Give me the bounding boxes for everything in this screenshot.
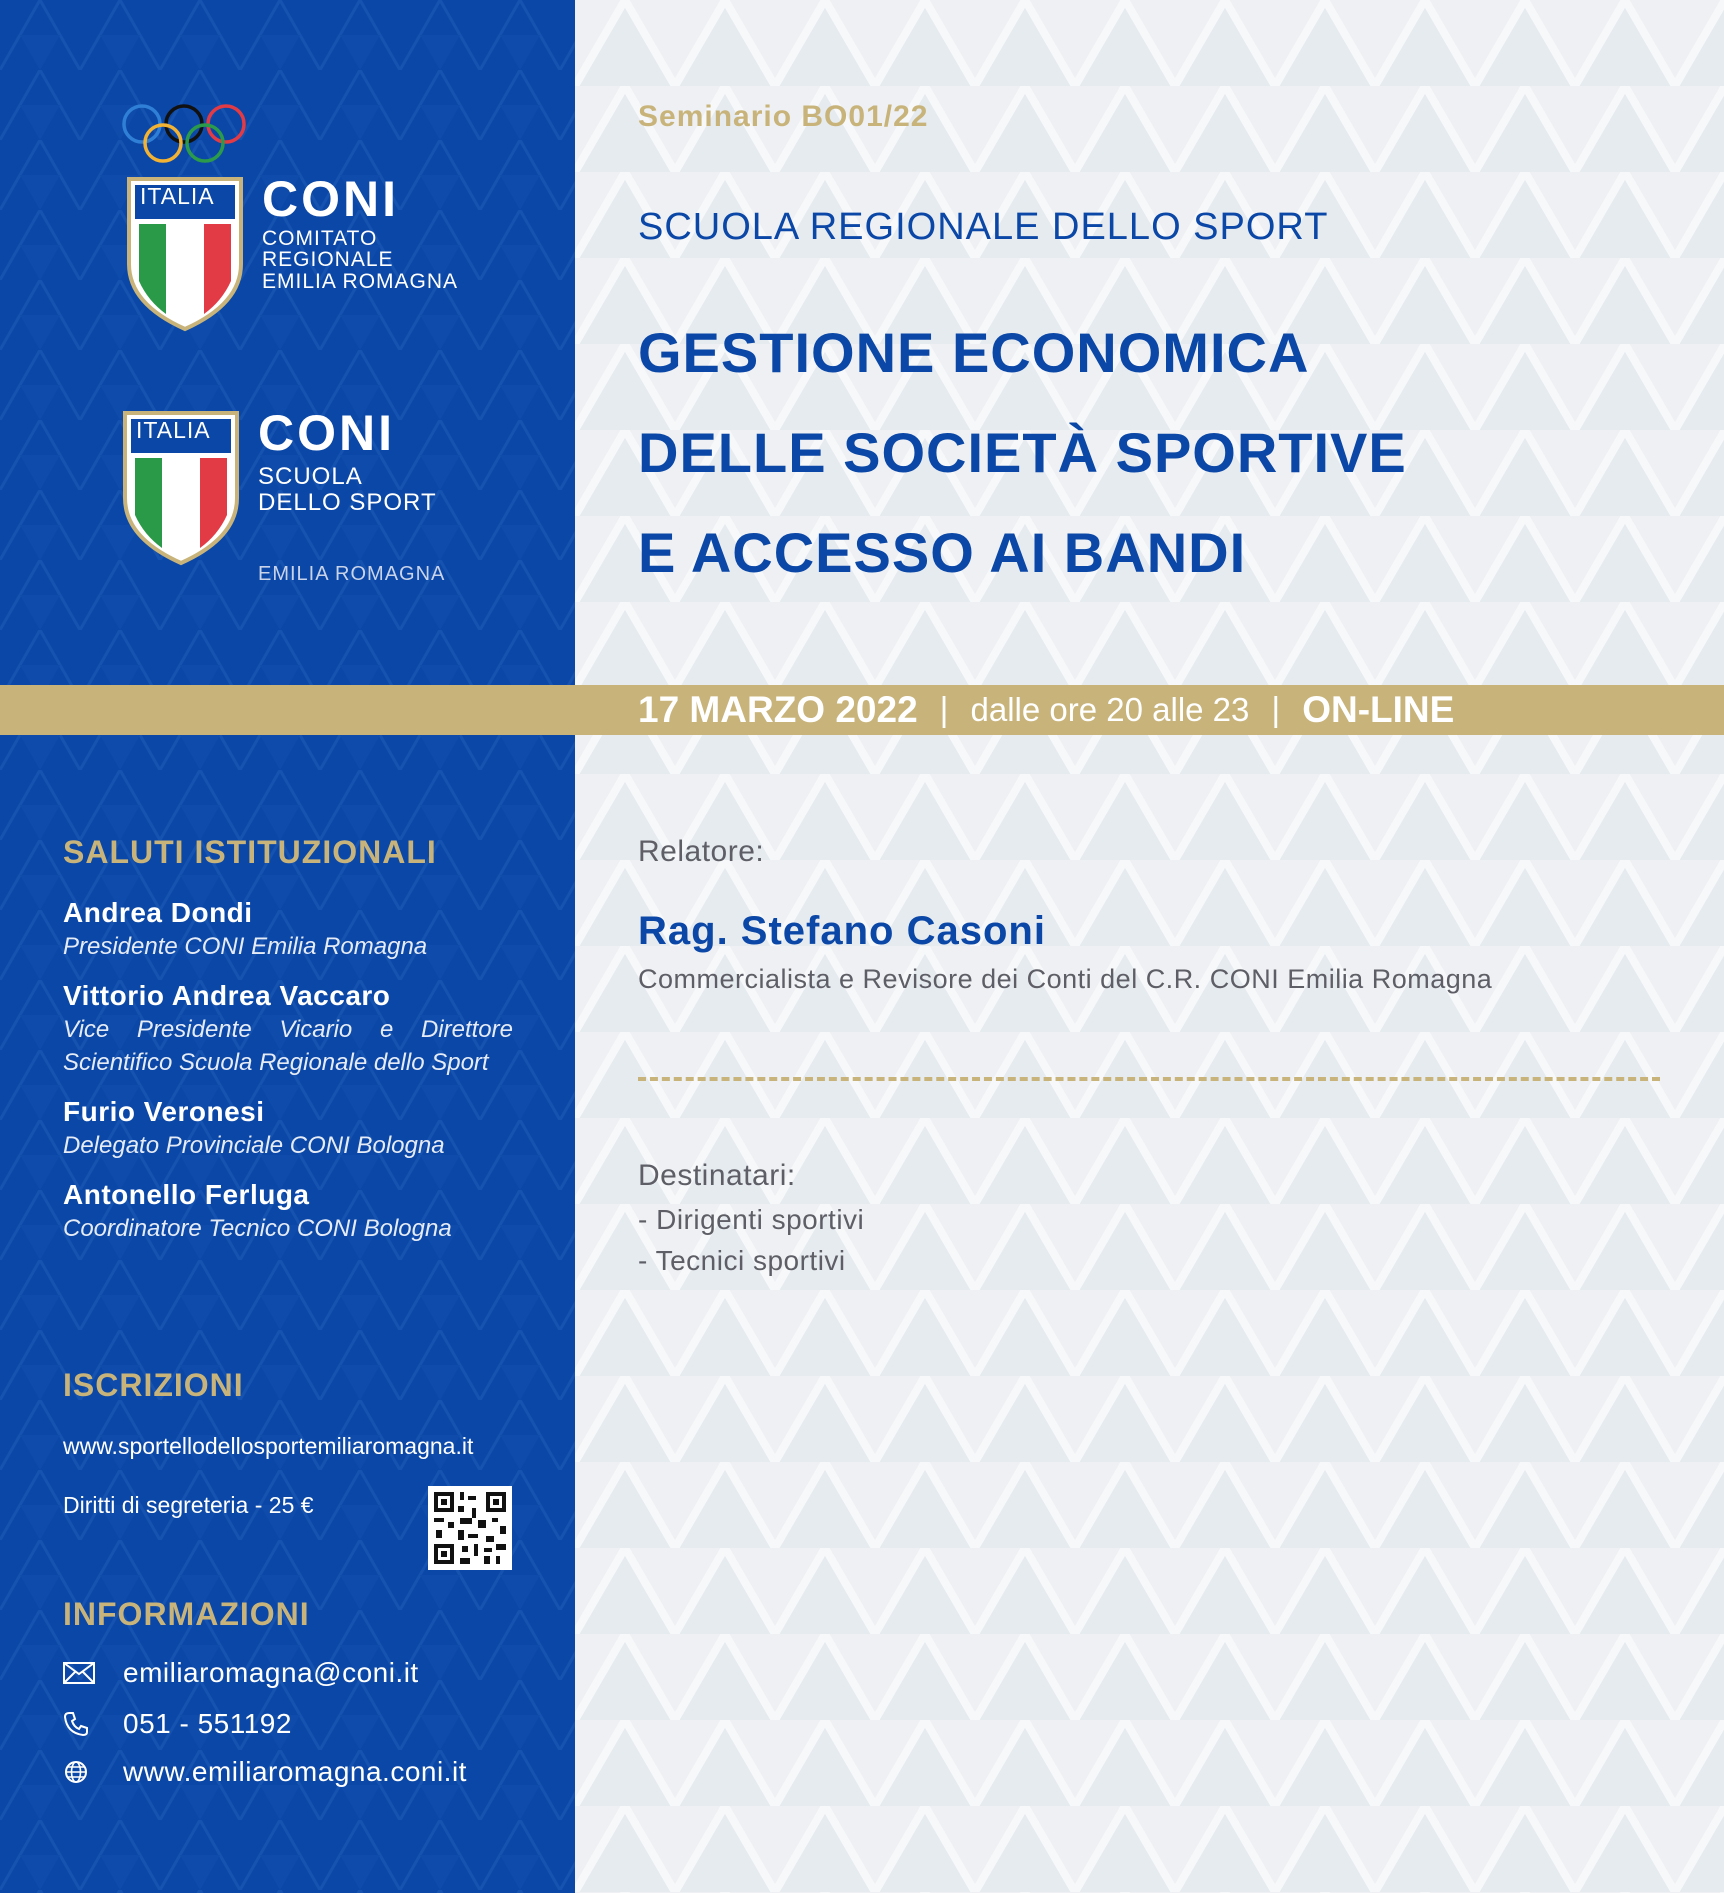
person-entry — [63, 1095, 518, 1162]
mail-icon — [63, 1662, 123, 1684]
phone-icon — [63, 1711, 123, 1737]
info-phone[interactable]: 051 - 551192 — [123, 1708, 292, 1739]
band-separator: | — [1271, 690, 1281, 729]
person-entry — [63, 1178, 518, 1245]
school-sub-2: DELLO SPORT — [258, 489, 437, 516]
coni-school-name: CONI — [258, 405, 395, 461]
info-website-row[interactable] — [63, 1756, 467, 1788]
info-heading: INFORMAZIONI — [63, 1596, 310, 1632]
person-role: Vice Presidente Vicario e Direttore Scientifico Scuola Regionale dello Sport — [63, 1016, 513, 1076]
audience-label: Destinatari: — [638, 1159, 796, 1192]
person-entry — [63, 896, 518, 963]
person-name: Vittorio Andrea Vaccaro — [63, 980, 391, 1011]
audience-item: - Dirigenti sportivi — [638, 1204, 865, 1235]
info-email-row[interactable] — [63, 1657, 419, 1689]
audience-item: - Tecnici sportivi — [638, 1245, 846, 1276]
committee-sub-1: COMITATO — [262, 227, 378, 250]
shield-badge-label: ITALIA — [140, 183, 215, 209]
seminar-code: Seminario BO01/22 — [638, 100, 929, 133]
person-name: Furio Veronesi — [63, 1096, 265, 1127]
person-role: Delegato Provinciale CONI Bologna — [63, 1132, 445, 1159]
speaker-name: Rag. Stefano Casoni — [638, 909, 1046, 953]
committee-sub-3: EMILIA ROMAGNA — [262, 270, 459, 293]
person-role: Coordinatore Tecnico CONI Bologna — [63, 1215, 452, 1242]
coni-committee-name: CONI — [262, 171, 399, 227]
person-role: Presidente CONI Emilia Romagna — [63, 933, 428, 960]
person-name: Antonello Ferluga — [63, 1179, 310, 1210]
greetings-heading: SALUTI ISTITUZIONALI — [63, 834, 437, 870]
speaker-role: Commercialista e Revisore dei Conti del C.R. CONI Emilia Romagna — [638, 964, 1493, 994]
band-separator: | — [939, 690, 949, 729]
info-website[interactable]: www.emiliaromagna.coni.it — [123, 1756, 467, 1787]
committee-sub-2: REGIONALE — [262, 248, 394, 271]
olympic-rings-icon — [120, 103, 250, 165]
school-sub-1: SCUOLA — [258, 463, 363, 490]
speaker-label: Relatore: — [638, 835, 765, 868]
registration-fee: Diritti di segreteria - 25 € — [63, 1492, 314, 1518]
event-time: dalle ore 20 alle 23 — [970, 691, 1250, 728]
school-name: SCUOLA REGIONALE DELLO SPORT — [638, 206, 1329, 248]
globe-icon — [63, 1759, 123, 1785]
info-phone-row[interactable] — [63, 1708, 292, 1740]
school-region: EMILIA ROMAGNA — [258, 563, 446, 585]
shield-badge-label: ITALIA — [136, 417, 211, 443]
title-line-2: DELLE SOCIETÀ SPORTIVE — [638, 421, 1407, 484]
event-band-text — [638, 685, 1454, 735]
left-panel — [0, 0, 575, 1893]
registration-url[interactable]: www.sportellodellosportemiliaromagna.it — [63, 1433, 474, 1459]
info-email[interactable]: emiliaromagna@coni.it — [123, 1657, 419, 1688]
event-date: 17 MARZO 2022 — [638, 689, 918, 730]
title-line-3: E ACCESSO AI BANDI — [638, 521, 1247, 584]
person-entry — [63, 979, 518, 1079]
title-line-1: GESTIONE ECONOMICA — [638, 321, 1310, 384]
event-mode: ON-LINE — [1302, 689, 1455, 730]
person-name: Andrea Dondi — [63, 897, 253, 928]
dashed-divider — [638, 1077, 1660, 1085]
qr-code-icon[interactable] — [428, 1486, 512, 1570]
registration-heading: ISCRIZIONI — [63, 1367, 244, 1403]
